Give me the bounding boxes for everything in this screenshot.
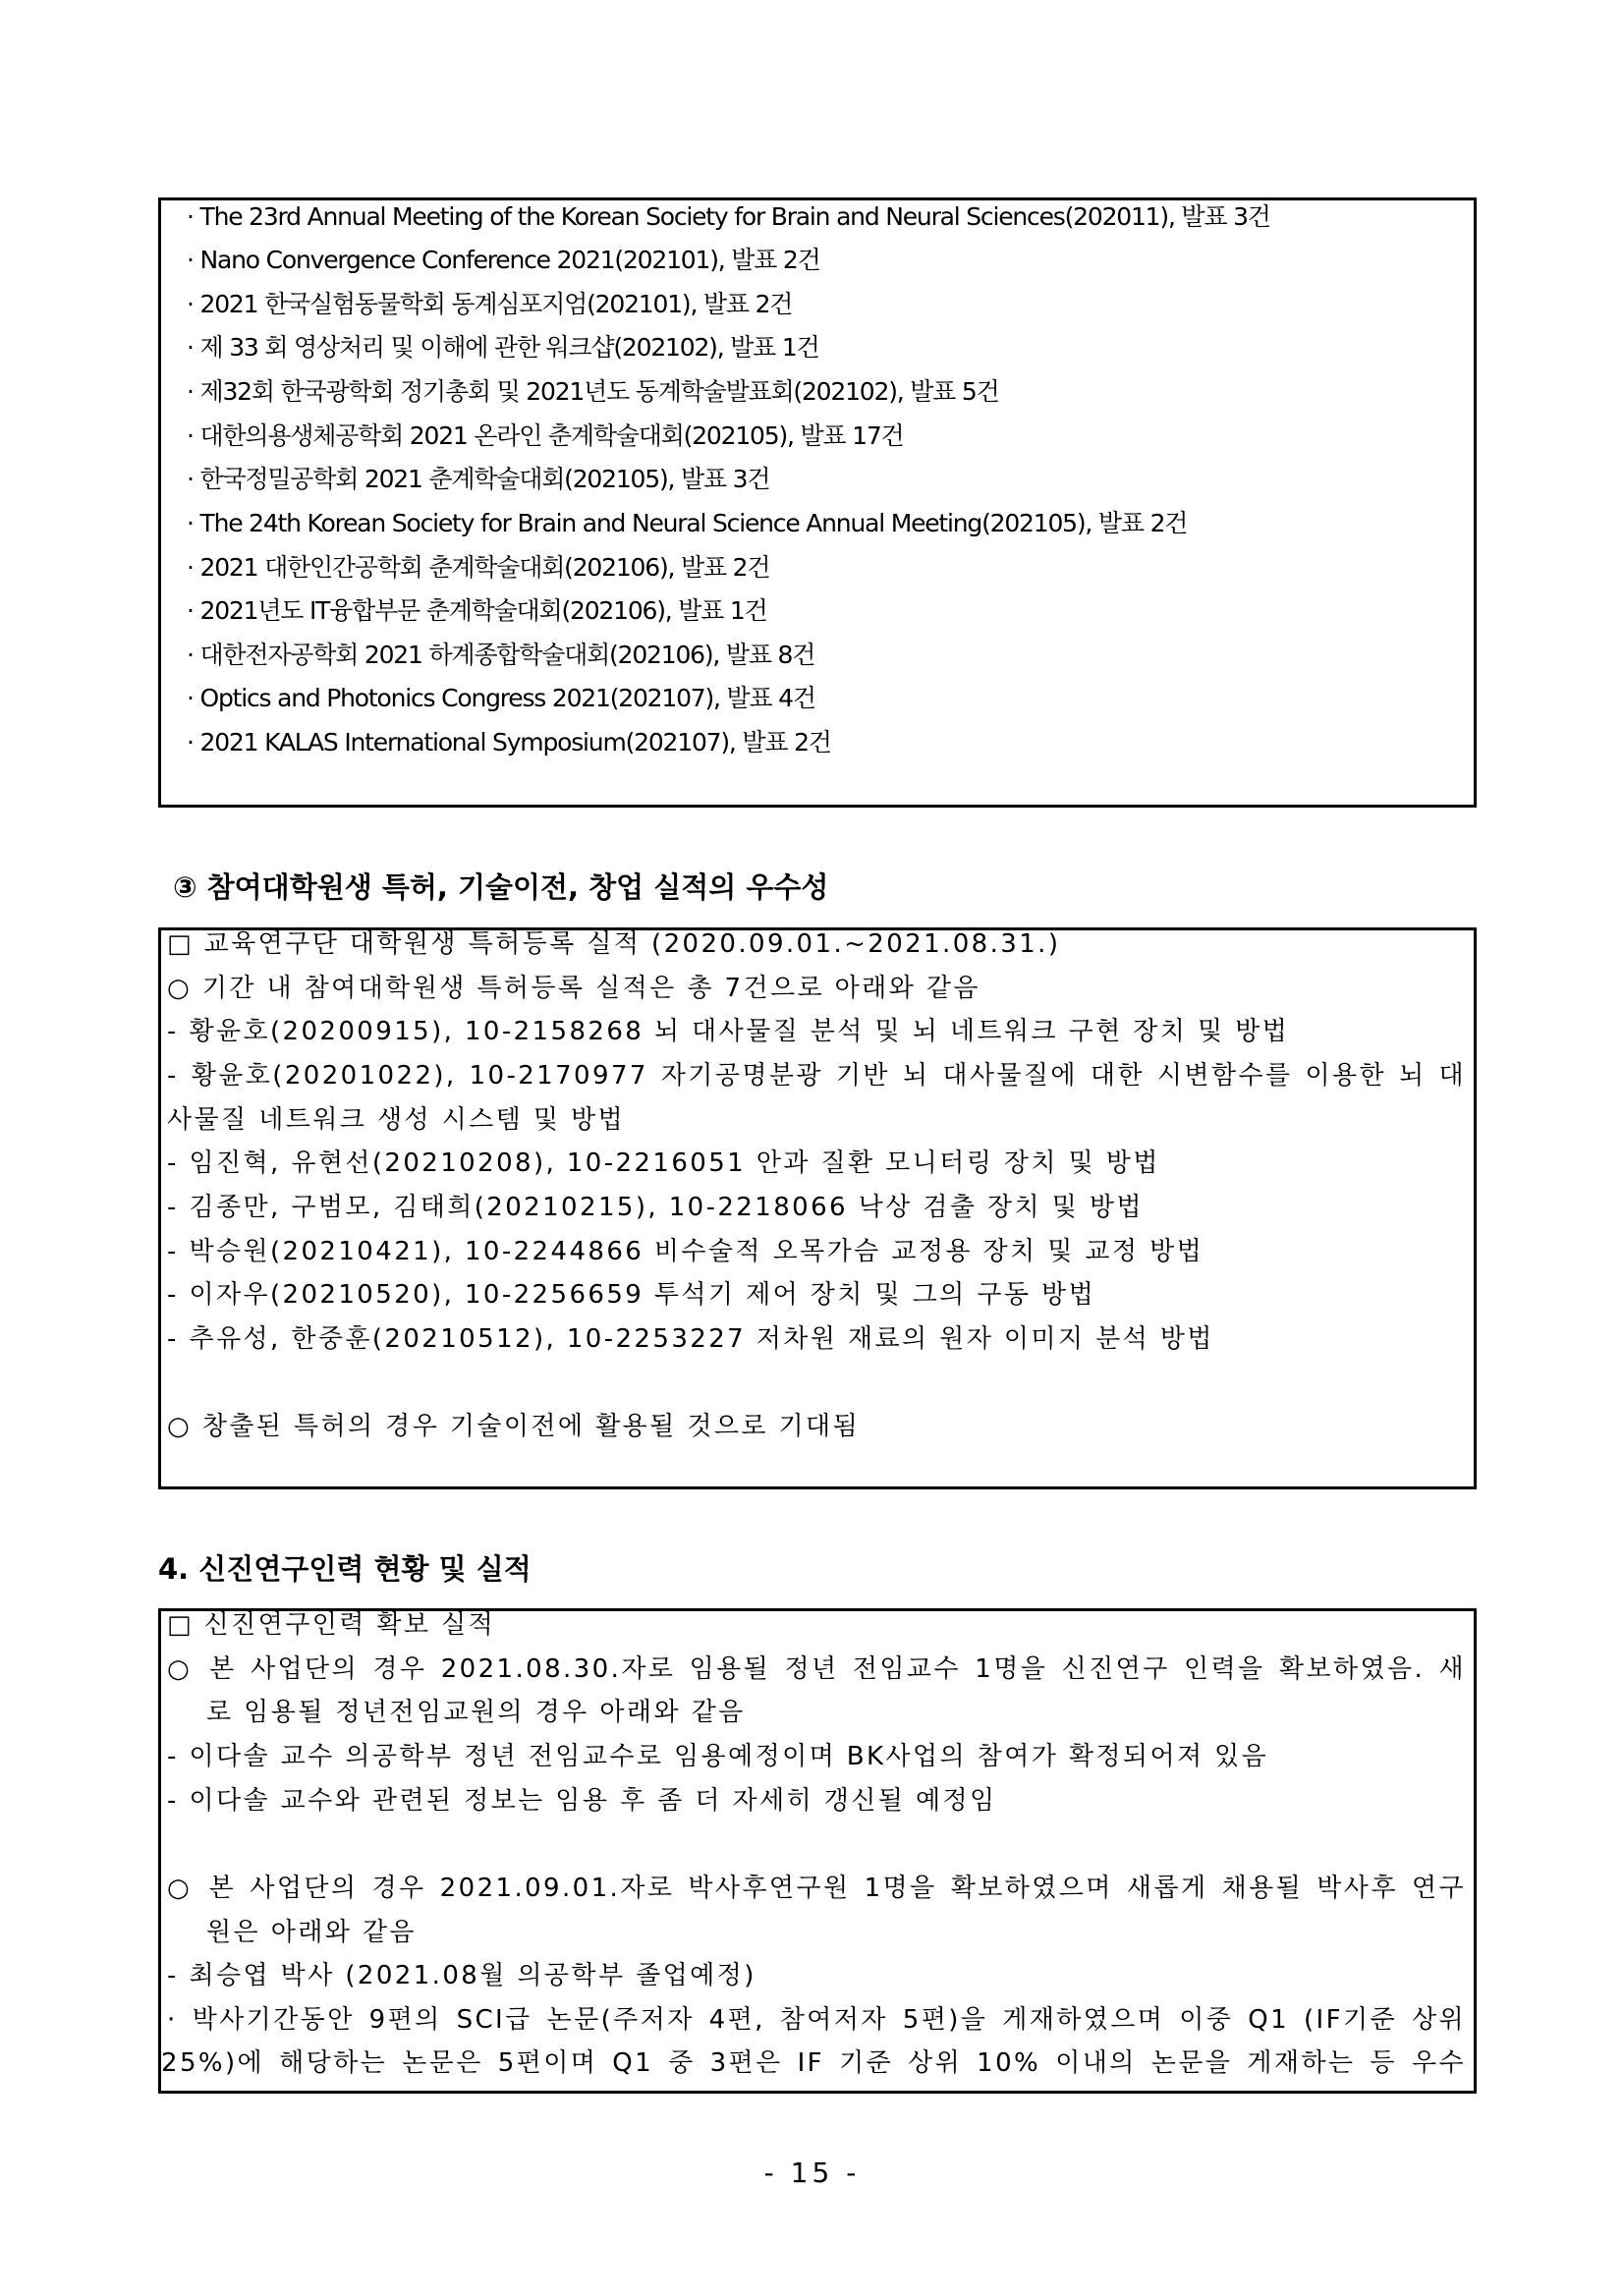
conference-item: · The 23rd Annual Meeting of the Korean Society for Brain and Neural Sciences(202011), 발표 3건 [187, 202, 1270, 231]
conference-item: · 2021 한국실험동물학회 동계심포지엄(202101), 발표 2건 [187, 290, 793, 318]
new-researcher-text: ○ 본 사업단의 경우 2021.09.01.자로 박사후연구원 1명을 확보하였으며 새롭게 채용될 박사후 연구 [167, 1874, 1466, 1903]
patent-item: - 김종만, 구범모, 김태희(20210215), 10-2218066 낙상 검출 장치 및 방법 [167, 1193, 1144, 1222]
patent-item: - 박승원(20210421), 10-2244866 비수술적 오목가슴 교정용 장치 및 교정 방법 [167, 1237, 1204, 1266]
conference-item: · 제32회 한국광학회 정기총회 및 2021년도 동계학술발표회(202102), 발표 5건 [187, 377, 999, 406]
patent-box [158, 927, 1477, 1489]
patent-item-continuation: 사물질 네트워크 생성 시스템 및 방법 [167, 1105, 626, 1135]
patent-item: - 이자우(20210520), 10-2256659 투석기 제어 장치 및 그의 구동 방법 [167, 1280, 1096, 1310]
new-researcher-text: - 이다솔 교수와 관련된 정보는 임용 후 좀 더 자세히 갱신될 예정임 [167, 1786, 997, 1816]
new-researcher-text: 로 임용될 정년전임교원의 경우 아래와 같음 [206, 1698, 746, 1727]
section-heading-new-researchers: 4. 신진연구인력 현황 및 실적 [158, 1552, 532, 1586]
new-researcher-title: □ 신진연구인력 확보 실적 [167, 1610, 496, 1640]
page-number: - 15 - [763, 2156, 861, 2189]
conference-item: · The 24th Korean Society for Brain and Neural Science Annual Meeting(202105), 발표 2건 [187, 509, 1188, 537]
conference-item: · 한국정밀공학회 2021 춘계학술대회(202105), 발표 3건 [187, 465, 770, 493]
new-researcher-text: - 최승엽 박사 (2021.08월 의공학부 졸업예정) [167, 1961, 756, 1990]
conference-item: · 대한전자공학회 2021 하계종합학술대회(202106), 발표 8건 [187, 641, 815, 669]
conference-item: · 제 33 회 영상처리 및 이해에 관한 워크샵(202102), 발표 1건 [187, 333, 819, 362]
conference-item: · 대한의용생체공학회 2021 온라인 춘계학술대회(202105), 발표 17건 [187, 421, 904, 450]
conference-list-box [158, 197, 1477, 808]
conference-item: · 2021 KALAS International Symposium(202107), 발표 2건 [187, 728, 831, 756]
conference-item: · 2021 대한인간공학회 춘계학술대회(202106), 발표 2건 [187, 553, 770, 582]
new-researcher-text: ○ 본 사업단의 경우 2021.08.30.자로 임용될 정년 전임교수 1명을 신진연구 인력을 확보하였음. 새 [167, 1654, 1466, 1684]
patent-item: - 추유성, 한중훈(20210512), 10-2253227 저차원 재료의 원자 이미지 분석 방법 [167, 1324, 1214, 1354]
patent-expectation: ○ 창출된 특허의 경우 기술이전에 활용될 것으로 기대됨 [167, 1412, 861, 1441]
conference-item: · Optics and Photonics Congress 2021(202107), 발표 4건 [187, 684, 815, 712]
patent-item: - 황윤호(20201022), 10-2170977 자기공명분광 기반 뇌 대사물질에 대한 시변함수를 이용한 뇌 대 [167, 1061, 1466, 1091]
new-researcher-text: - 이다솔 교수 의공학부 정년 전임교수로 임용예정이며 BK사업의 참여가 확정되어져 있음 [167, 1742, 1269, 1771]
new-researcher-text: 원은 아래와 같음 [206, 1918, 417, 1947]
patent-summary-title: □ 교육연구단 대학원생 특허등록 실적 (2020.09.01.~2021.08.31.) [167, 929, 1061, 959]
conference-item: · 2021년도 IT융합부문 춘계학술대회(202106), 발표 1건 [187, 596, 767, 625]
section-heading-patents: ③ 참여대학원생 특허, 기술이전, 창업 실적의 우수성 [173, 870, 829, 904]
new-researcher-box [158, 1608, 1477, 2094]
new-researcher-text: · 박사기간동안 9편의 SCI급 논문(주저자 4편, 참여저자 5편)을 게재하였으며 이중 Q1 (IF기준 상위 [167, 2005, 1466, 2035]
patent-item: - 황윤호(20200915), 10-2158268 뇌 대사물질 분석 및 뇌 네트워크 구현 장치 및 방법 [167, 1017, 1290, 1046]
new-researcher-text: 25%)에 해당하는 논문은 5편이며 Q1 중 3편은 IF 기준 상위 10% 이내의 논문을 게재하는 등 우수 [161, 2048, 1466, 2078]
patent-item: - 임진혁, 유현선(20210208), 10-2216051 안과 질환 모니터링 장치 및 방법 [167, 1148, 1160, 1178]
conference-item: · Nano Convergence Conference 2021(202101), 발표 2건 [187, 246, 820, 274]
patent-summary-intro: ○ 기간 내 참여대학원생 특허등록 실적은 총 7건으로 아래와 같음 [167, 974, 980, 1003]
